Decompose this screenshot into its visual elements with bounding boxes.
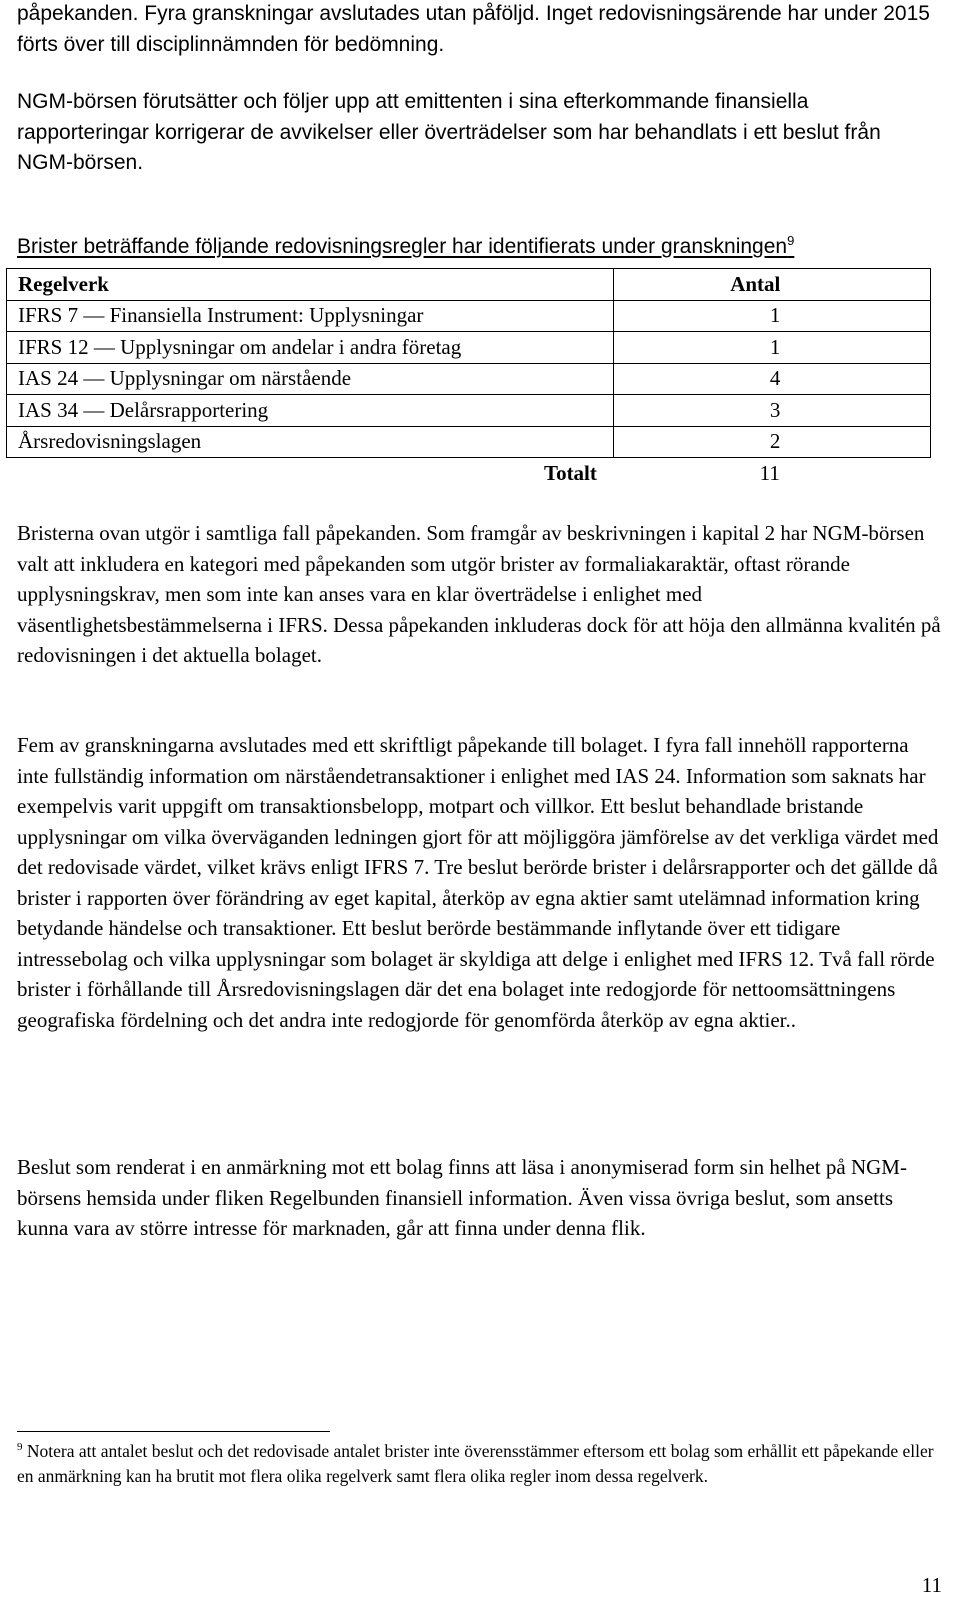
table-row (7, 426, 931, 458)
paragraph-beslut: Beslut som renderat i en anmärkning mot ett bolag finns att läsa i anonymiserad form sin helhet på NGM-börsens hemsida under fliken Regelbunden finansiell information. Även vissa övriga beslut, som ansetts kunna vara av större intresse för marknaden, går att finna under denna flik. (17, 1155, 907, 1240)
paragraph-intro: påpekanden. Fyra granskningar avslutades utan påföljd. Inget redovisningsärende har under 2015 förts över till disciplinnämnden för bedömning. (17, 2, 930, 56)
table-row (7, 395, 931, 427)
footnote-marker: 9 (17, 1441, 23, 1454)
table-total-row (7, 458, 931, 489)
row-antal: 1 (769, 334, 781, 359)
table-heading (17, 232, 942, 263)
footnote (17, 1439, 942, 1489)
paragraph-bristerna: Bristerna ovan utgör i samtliga fall påpekanden. Som framgår av beskrivningen i kapital 2 har NGM-börsen valt att inkludera en kategori med påpekanden som utgör brister av formaliakaraktär, oftast rörande upplysningskrav, men som inte kan anses vara en klar överträdelse i enlighet med väsentlighetsbestämmelserna i IFRS. Dessa påpekanden inkluderas dock för att höja den allmänna kvalitén på redovisningen i det aktuella bolaget. (17, 521, 941, 667)
table-row (7, 300, 931, 332)
header-regelverk: Regelverk (7, 269, 614, 301)
header-antal-cell (614, 269, 931, 301)
table-heading-text: Brister beträffande följande redovisningsregler har identifierats under granskningen (17, 235, 788, 258)
row-antal: 3 (769, 397, 781, 422)
footnote-text: Notera att antalet beslut och det redovisade antalet brister inte överensstämmer eftersom ett bolag som erhållit ett påpekande eller en anmärkning kan ha brutit mot flera olika regelverk samt flera olika regler inom dessa regelverk. (17, 1441, 934, 1486)
paragraph-fem-av: Fem av granskningarna avslutades med ett skriftligt påpekande till bolaget. I fyra fall innehöll rapporterna inte fullständig information om närståendetransaktioner i enlighet med IAS 24. Information som saknats har exempelvis varit uppgift om transaktionsbelopp, motpart och villkor. Ett beslut behandlade bristande upplysningar om vilka överväganden ledningen gjort för att möjliggöra jämförelse av det verkliga värdet med det redovisade värdet, vilket krävs enligt IFRS 7. Tre beslut berörde brister i delårsrapporter och det gällde då brister i rapporten över förändring av eget kapital, återköp av egna aktier samt utelämnad information kring betydande händelse och transaktioner. Ett beslut berörde bestämmande inflytande över ett tidigare intressebolag och vilka upplysningar som bolaget är skyldiga att delge i enlighet med IFRS 12. Två fall rörde brister i förhållande till Årsredovisningslagen där det ena bolaget inte redogjorde för nettoomsättningens geografiska fördelning och det andra inte redogjorde för genomförda återköp av egna aktier.. (17, 733, 939, 1032)
header-antal: Antal (730, 271, 781, 296)
row-antal-cell (614, 395, 931, 427)
row-antal: 1 (769, 303, 781, 328)
row-antal: 4 (769, 366, 781, 391)
row-regelverk: IFRS 12 — Upplysningar om andelar i andra företag (7, 332, 614, 364)
total-value: 11 (759, 460, 780, 485)
row-regelverk: IFRS 7 — Finansiella Instrument: Upplysningar (7, 300, 614, 332)
total-value-cell (614, 458, 931, 489)
page-number: 11 (921, 1573, 942, 1597)
regelverk-table (6, 268, 931, 489)
row-antal: 2 (769, 429, 781, 454)
row-regelverk: Årsredovisningslagen (7, 426, 614, 458)
row-regelverk: IAS 34 — Delårsrapportering (7, 395, 614, 427)
row-antal-cell (614, 300, 931, 332)
row-antal-cell (614, 363, 931, 395)
footnote-divider (17, 1431, 330, 1432)
table-row (7, 363, 931, 395)
row-antal-cell (614, 426, 931, 458)
footnote-ref: 9 (787, 233, 795, 248)
paragraph-ngm-followup: NGM-börsen förutsätter och följer upp att emittenten i sina efterkommande finansiella rapporteringar korrigerar de avvikelser eller överträdelser som har behandlats i ett beslut från NGM-börsen. (17, 90, 881, 174)
table-row (7, 332, 931, 364)
row-antal-cell (614, 332, 931, 364)
row-regelverk: IAS 24 — Upplysningar om närstående (7, 363, 614, 395)
table-header-row (7, 269, 931, 301)
total-label: Totalt (543, 460, 597, 485)
